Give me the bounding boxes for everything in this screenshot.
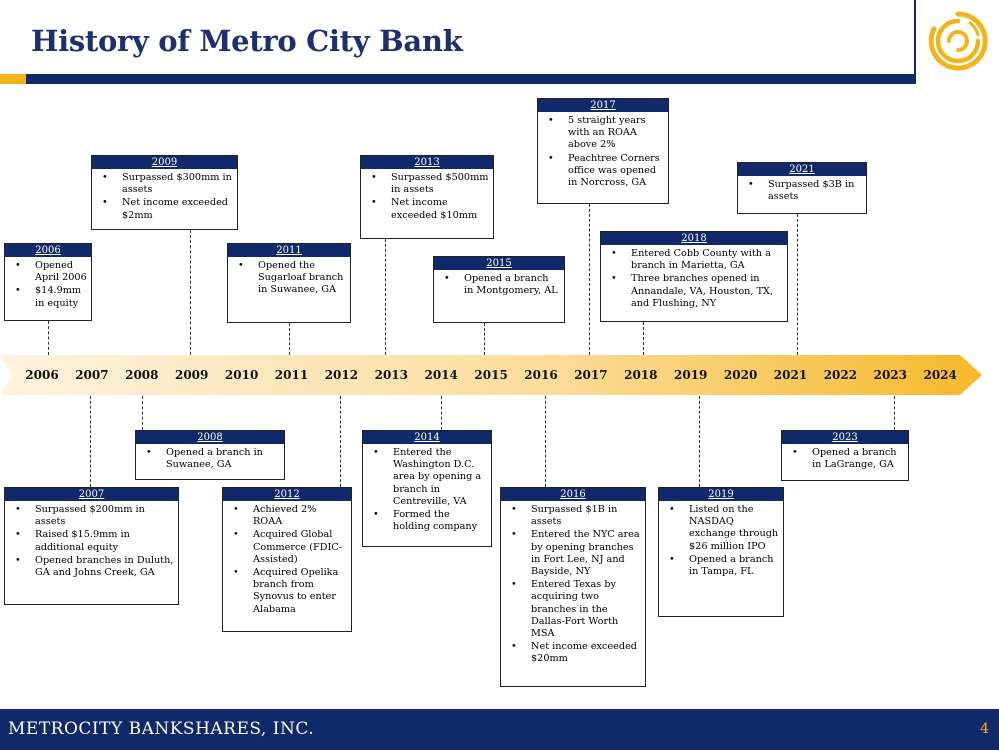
year-label-2011: 2011	[274, 368, 309, 382]
event-year-heading: 2015	[434, 257, 564, 270]
connector-2018	[643, 322, 644, 355]
event-bullet: • Acquired Opelika branch from Synovus to enter Alabama	[227, 567, 347, 616]
event-box-2023	[781, 430, 909, 481]
year-label-2009: 2009	[174, 368, 209, 382]
event-box-2006	[4, 243, 92, 321]
connector-2007	[90, 396, 91, 487]
event-box-2019	[658, 487, 784, 617]
year-label-2015: 2015	[474, 368, 508, 382]
connector-2006	[48, 321, 49, 355]
event-bullet-list	[136, 444, 284, 474]
event-bullet: • 5 straight years with an ROAA above 2%	[542, 115, 664, 152]
event-bullet: • Entered Cobb County with a branch in Marietta, GA	[605, 248, 783, 272]
event-bullet: • Net income exceeded $2mm	[96, 197, 233, 221]
year-label-2014: 2014	[424, 368, 458, 382]
connector-2011	[289, 323, 290, 355]
event-bullet-list	[361, 169, 493, 225]
event-year-heading: 2021	[738, 163, 866, 176]
connector-2015	[484, 323, 485, 355]
event-year-heading: 2014	[363, 431, 491, 444]
event-bullet: • Achieved 2% ROAA	[227, 504, 347, 528]
event-box-2021	[737, 162, 867, 214]
connector-2009	[190, 230, 191, 355]
event-box-2017	[537, 98, 669, 204]
year-label-2018: 2018	[624, 368, 658, 382]
event-bullet: • Opened a branch in LaGrange, GA	[786, 447, 904, 471]
event-box-2013	[360, 155, 494, 239]
event-bullet: • Surpassed $3B in assets	[742, 179, 862, 203]
event-year-heading: 2012	[223, 488, 351, 501]
year-label-2006: 2006	[25, 368, 59, 382]
footer-company-name: METROCITY BANKSHARES, INC.	[8, 719, 315, 739]
event-box-2014	[362, 430, 492, 547]
event-year-heading: 2008	[136, 431, 284, 444]
year-label-2016: 2016	[524, 368, 558, 382]
event-box-2016	[500, 487, 646, 687]
event-bullet: • Opened April 2006	[9, 260, 87, 284]
event-bullet: • Peachtree Corners office was opened in Norcross, GA	[542, 153, 664, 190]
event-bullet: • Acquired Global Commerce (FDIC-Assisted)	[227, 529, 347, 566]
event-bullet-list	[782, 444, 908, 474]
year-label-2021: 2021	[773, 368, 808, 382]
event-bullet: • Opened branches in Duluth, GA and Johns Creek, GA	[9, 555, 174, 579]
event-bullet: • Surpassed $1B in assets	[505, 504, 641, 528]
event-box-2018	[600, 231, 788, 322]
event-bullet-list	[538, 112, 668, 192]
title-rule-accent	[0, 74, 26, 84]
event-year-heading: 2009	[92, 156, 237, 169]
connector-2008	[142, 396, 143, 430]
event-bullet: • Entered the NYC area by opening branches in Fort Lee, NJ and Bayside, NY	[505, 529, 641, 578]
event-box-2015	[433, 256, 565, 323]
event-bullet: • Opened a branch in Montgomery, AL	[438, 273, 560, 297]
event-bullet: • Net income exceeded $20mm	[505, 641, 641, 665]
event-bullet-list	[228, 257, 350, 300]
page-number: 4	[980, 721, 989, 737]
event-bullet: • Surpassed $200mm in assets	[9, 504, 174, 528]
event-bullet: • Surpassed $300mm in assets	[96, 172, 233, 196]
event-bullet-list	[5, 257, 91, 313]
event-bullet: • Net income exceeded $10mm	[365, 197, 489, 221]
event-bullet-list	[501, 501, 645, 669]
event-year-heading: 2007	[5, 488, 178, 501]
connector-2013	[385, 239, 386, 355]
event-year-heading: 2023	[782, 431, 908, 444]
event-box-2009	[91, 155, 238, 230]
event-year-heading: 2013	[361, 156, 493, 169]
event-bullet: • Formed the holding company	[367, 509, 487, 533]
event-year-heading: 2019	[659, 488, 783, 501]
event-bullet: • Opened a branch in Tampa, FL	[663, 554, 779, 578]
year-label-2019: 2019	[673, 368, 708, 382]
event-bullet-list	[434, 270, 564, 300]
event-bullet: • Opened the Sugarloaf branch in Suwanee, GA	[232, 260, 346, 297]
event-bullet-list	[5, 501, 178, 582]
event-bullet: • Surpassed $500mm in assets	[365, 172, 489, 196]
event-bullet-list	[738, 176, 866, 206]
year-label-2012: 2012	[324, 368, 359, 382]
event-box-2011	[227, 243, 351, 323]
event-bullet: • Raised $15.9mm in additional equity	[9, 529, 174, 553]
connector-2012	[340, 396, 341, 487]
swirl-logo-icon	[925, 8, 991, 74]
company-logo	[914, 0, 999, 84]
event-year-heading: 2006	[5, 244, 91, 257]
event-bullet-list	[601, 245, 787, 313]
event-bullet-list	[223, 501, 351, 619]
event-bullet: • Opened a branch in Suwanee, GA	[140, 447, 280, 471]
year-label-2008: 2008	[125, 368, 159, 382]
connector-2014	[441, 396, 442, 430]
title-rule	[0, 74, 999, 84]
event-bullet: • Entered Texas by acquiring two branches in the Dallas-Fort Worth MSA	[505, 579, 641, 640]
year-label-2023: 2023	[873, 368, 907, 382]
year-label-2017: 2017	[574, 368, 608, 382]
year-label-2010: 2010	[224, 368, 259, 382]
connector-2016	[545, 396, 546, 487]
event-year-heading: 2011	[228, 244, 350, 257]
event-year-heading: 2016	[501, 488, 645, 501]
year-label-2020: 2020	[723, 368, 758, 382]
event-bullet: • Listed on the NASDAQ exchange through $26 million IPO	[663, 504, 779, 553]
connector-2021	[797, 214, 798, 355]
event-box-2012	[222, 487, 352, 632]
event-bullet-list	[363, 444, 491, 536]
connector-2017	[589, 204, 590, 355]
event-year-heading: 2018	[601, 232, 787, 245]
connector-2023	[894, 396, 895, 430]
year-label-2013: 2013	[374, 368, 408, 382]
year-label-2022: 2022	[823, 368, 858, 382]
event-bullet: • Entered the Washington D.C. area by opening a branch in Centreville, VA	[367, 447, 487, 508]
year-label-2007: 2007	[75, 368, 109, 382]
event-bullet-list	[92, 169, 237, 225]
event-bullet: • Three branches opened in Annandale, VA, Houston, TX, and Flushing, NY	[605, 273, 783, 310]
event-year-heading: 2017	[538, 99, 668, 112]
event-box-2007	[4, 487, 179, 605]
event-box-2008	[135, 430, 285, 480]
year-label-2024: 2024	[923, 368, 957, 382]
event-bullet-list	[659, 501, 783, 581]
event-bullet: • $14.9mm in equity	[9, 285, 87, 309]
connector-2019	[699, 396, 700, 487]
page-title: History of Metro City Bank	[31, 24, 463, 58]
